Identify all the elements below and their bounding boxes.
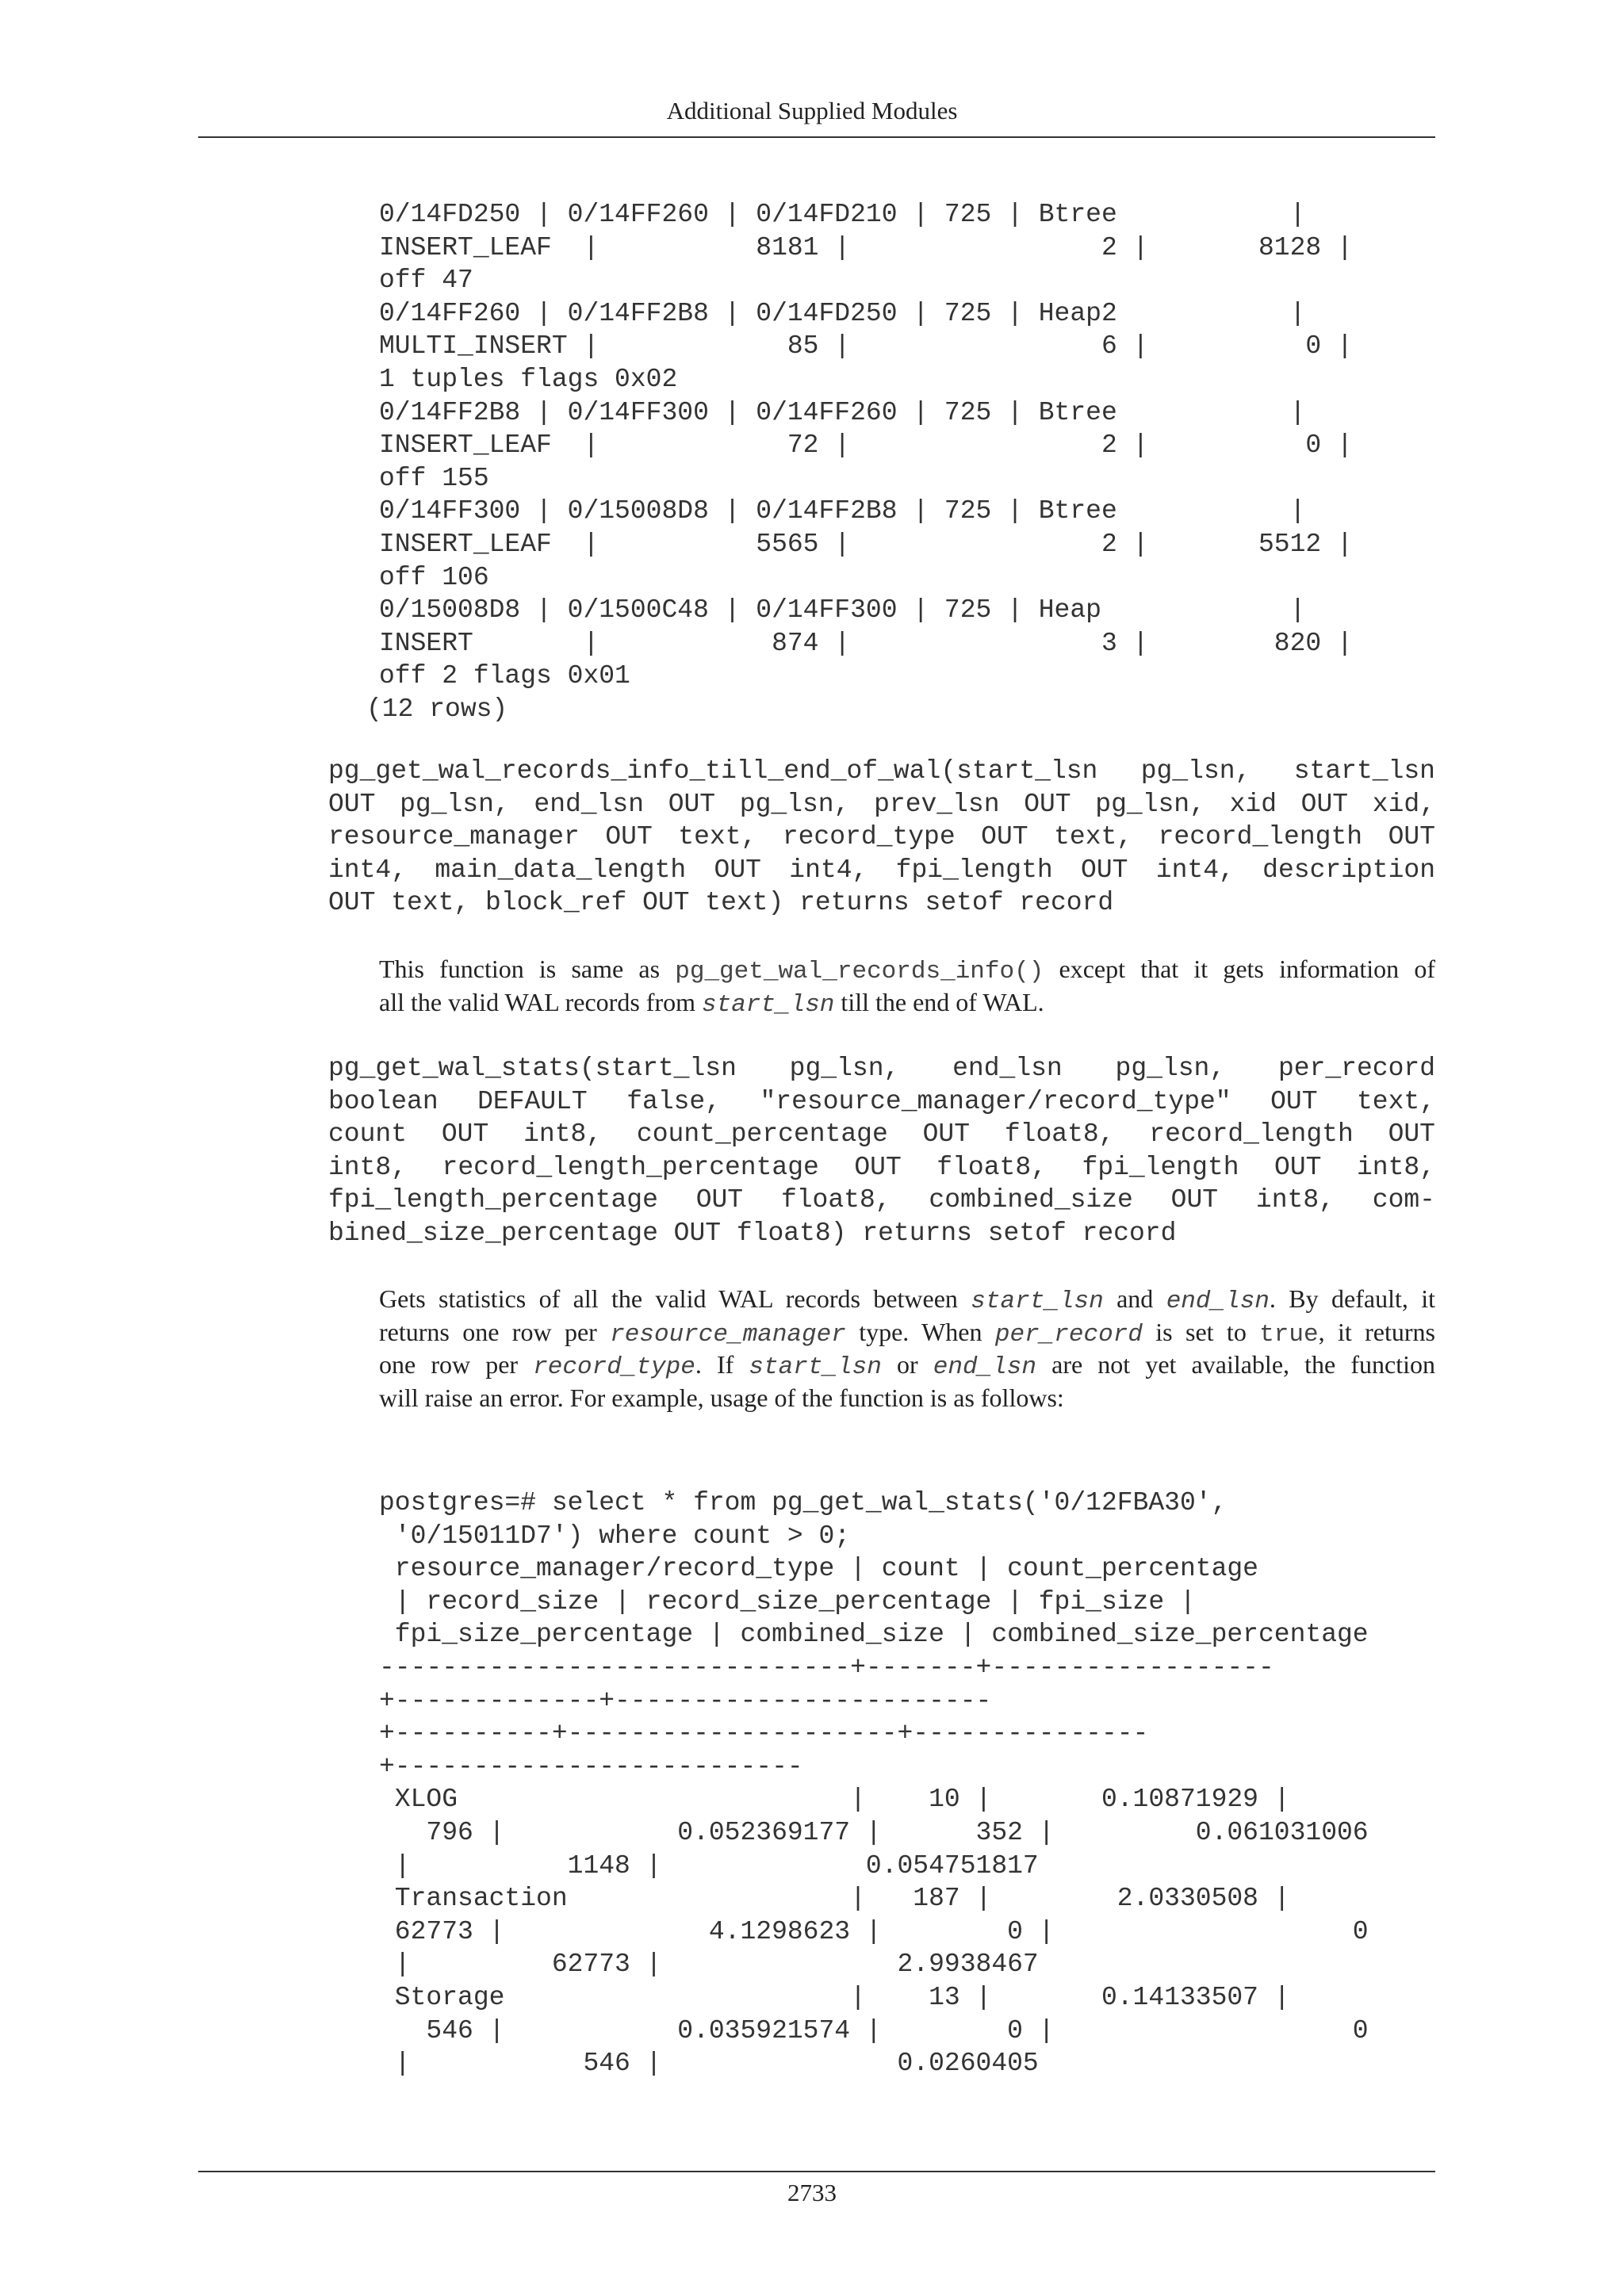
parameter-reference: end_lsn [933, 1353, 1036, 1382]
page-header: Additional Supplied Modules [666, 97, 958, 124]
signature-line: int4, main_data_length OUT int4, fpi_length OUT int4, description [328, 855, 1435, 885]
code-line: 0/14FF300 | 0/15008D8 | 0/14FF2B8 | 725 | Btree | [379, 496, 1306, 526]
code-line: '0/15011D7') where count > 0; [379, 1521, 851, 1551]
code-block-wal-stats-example [379, 1487, 1369, 2080]
code-line: | 62773 | 2.9938467 [379, 1950, 1039, 1980]
function-signature-wal-stats [328, 1052, 1435, 1250]
paragraph-line [379, 1349, 1435, 1382]
code-line: 0/14FF260 | 0/14FF2B8 | 0/14FD250 | 725 | Heap2 | [379, 298, 1306, 328]
text-run: all the valid WAL records from [379, 987, 702, 1016]
function-reference: pg_get_wal_records_info() [675, 958, 1044, 985]
page-number: 2733 [787, 2179, 837, 2206]
code-line: fpi_size_percentage | combined_size | combined_size_percentage [379, 1620, 1369, 1650]
paragraph-line: will raise an error. For example, usage of the function is as follows: [379, 1383, 1064, 1412]
signature-line: bined_size_percentage OUT float8) returns setof record [328, 1218, 1177, 1248]
text-run: except that it gets information of [1044, 955, 1436, 983]
code-line: off 155 [379, 463, 489, 493]
code-line: +-------------------------- [379, 1751, 803, 1781]
signature-line: count OUT int8, count_percentage OUT float8, record_length OUT [328, 1119, 1435, 1150]
description-paragraph-till-end-of-wal [379, 953, 1435, 1019]
footer-rule [198, 2171, 1435, 2172]
signature-line: OUT text, block_ref OUT text) returns setof record [328, 888, 1114, 918]
code-line: INSERT_LEAF | 5565 | 2 | 5512 | [379, 529, 1353, 559]
code-line: (12 rows) [366, 694, 508, 724]
signature-line: boolean DEFAULT false, "resource_manager/record_type" OUT text, [328, 1086, 1435, 1116]
text-run: one row per [379, 1350, 534, 1380]
code-line: 1 tuples flags 0x02 [379, 364, 678, 394]
signature-line: fpi_length_percentage OUT float8, combined_size OUT int8, com- [328, 1185, 1435, 1215]
code-line: | 546 | 0.0260405 [379, 2049, 1039, 2079]
paragraph-line [379, 986, 1435, 1020]
code-line: off 47 [379, 266, 473, 296]
text-run: returns one row per [379, 1317, 611, 1346]
code-line: 0/14FF2B8 | 0/14FF300 | 0/14FF260 | 725 | Btree | [379, 397, 1306, 427]
signature-line: OUT pg_lsn, end_lsn OUT pg_lsn, prev_lsn OUT pg_lsn, xid OUT xid, [328, 789, 1435, 819]
code-line: 0/14FD250 | 0/14FF260 | 0/14FD210 | 725 | Btree | [379, 200, 1306, 229]
paragraph-line [379, 1283, 1435, 1316]
parameter-reference: end_lsn [1166, 1288, 1270, 1315]
code-line: MULTI_INSERT | 85 | 6 | 0 | [379, 331, 1353, 362]
text-run: and [1103, 1284, 1166, 1313]
text-run: This function is same as [379, 955, 676, 983]
parameter-reference: record_type [533, 1353, 695, 1382]
text-run: are not yet available, the function [1036, 1350, 1435, 1380]
code-line: resource_manager/record_type | count | count_percentage [379, 1554, 1258, 1584]
paragraph-line [379, 953, 1435, 986]
signature-line: resource_manager OUT text, record_type OUT text, record_length OUT [328, 822, 1435, 852]
code-line: 546 | 0.035921574 | 0 | 0 [379, 2015, 1369, 2045]
text-run: is set to [1142, 1317, 1260, 1346]
parameter-reference: start_lsn [749, 1353, 882, 1382]
code-line: 62773 | 4.1298623 | 0 | 0 [379, 1916, 1369, 1946]
signature-line: pg_get_wal_records_info_till_end_of_wal(start_lsn pg_lsn, start_lsn [328, 756, 1435, 786]
signature-line: int8, record_length_percentage OUT float8, fpi_length OUT int8, [328, 1152, 1435, 1182]
function-signature-till-end-of-wal [328, 755, 1435, 920]
parameter-reference: resource_manager [610, 1320, 846, 1349]
text-run: Gets statistics of all the valid WAL records between [379, 1284, 971, 1313]
code-line: 796 | 0.052369177 | 352 | 0.061031006 [379, 1817, 1369, 1847]
code-line: postgres=# select * from pg_get_wal_stats('0/12FBA30', [379, 1488, 1228, 1517]
text-run: type. When [845, 1317, 995, 1346]
header-rule [198, 136, 1435, 138]
code-line: off 2 flags 0x01 [379, 661, 630, 691]
code-line: ------------------------------+-------+------------------ [379, 1652, 1274, 1682]
text-run: . By default, it [1269, 1284, 1436, 1313]
code-line: off 106 [379, 562, 489, 592]
code-line: | 1148 | 0.054751817 [379, 1850, 1039, 1881]
code-line: XLOG | 10 | 0.10871929 | [379, 1785, 1290, 1815]
signature-line: pg_get_wal_stats(start_lsn pg_lsn, end_lsn pg_lsn, per_record [328, 1054, 1435, 1083]
parameter-reference: start_lsn [971, 1288, 1104, 1315]
code-line: | record_size | record_size_percentage | fpi_size | [379, 1586, 1196, 1617]
parameter-reference: per_record [994, 1320, 1143, 1349]
paragraph-line [379, 1316, 1435, 1349]
code-block-wal-records-output [366, 198, 1353, 726]
text-run: , it returns [1318, 1317, 1436, 1346]
code-line: INSERT_LEAF | 72 | 2 | 0 | [379, 430, 1353, 461]
code-line: Transaction | 187 | 2.0330508 | [379, 1884, 1290, 1914]
literal-reference: true [1259, 1320, 1319, 1349]
code-line: 0/15008D8 | 0/1500C48 | 0/14FF300 | 725 | Heap | [379, 595, 1306, 626]
text-run: or [881, 1350, 933, 1380]
code-line: INSERT | 874 | 3 | 820 | [379, 628, 1353, 658]
code-line: +-------------+------------------------ [379, 1686, 992, 1716]
code-line: INSERT_LEAF | 8181 | 2 | 8128 | [379, 232, 1353, 262]
code-line: +----------+---------------------+--------------- [379, 1719, 1149, 1749]
text-run: . If [695, 1350, 749, 1380]
description-paragraph-wal-stats [379, 1283, 1435, 1414]
code-line: Storage | 13 | 0.14133507 | [379, 1982, 1290, 2012]
text-run: till the end of WAL. [834, 987, 1044, 1016]
parameter-reference: start_lsn [701, 990, 835, 1019]
